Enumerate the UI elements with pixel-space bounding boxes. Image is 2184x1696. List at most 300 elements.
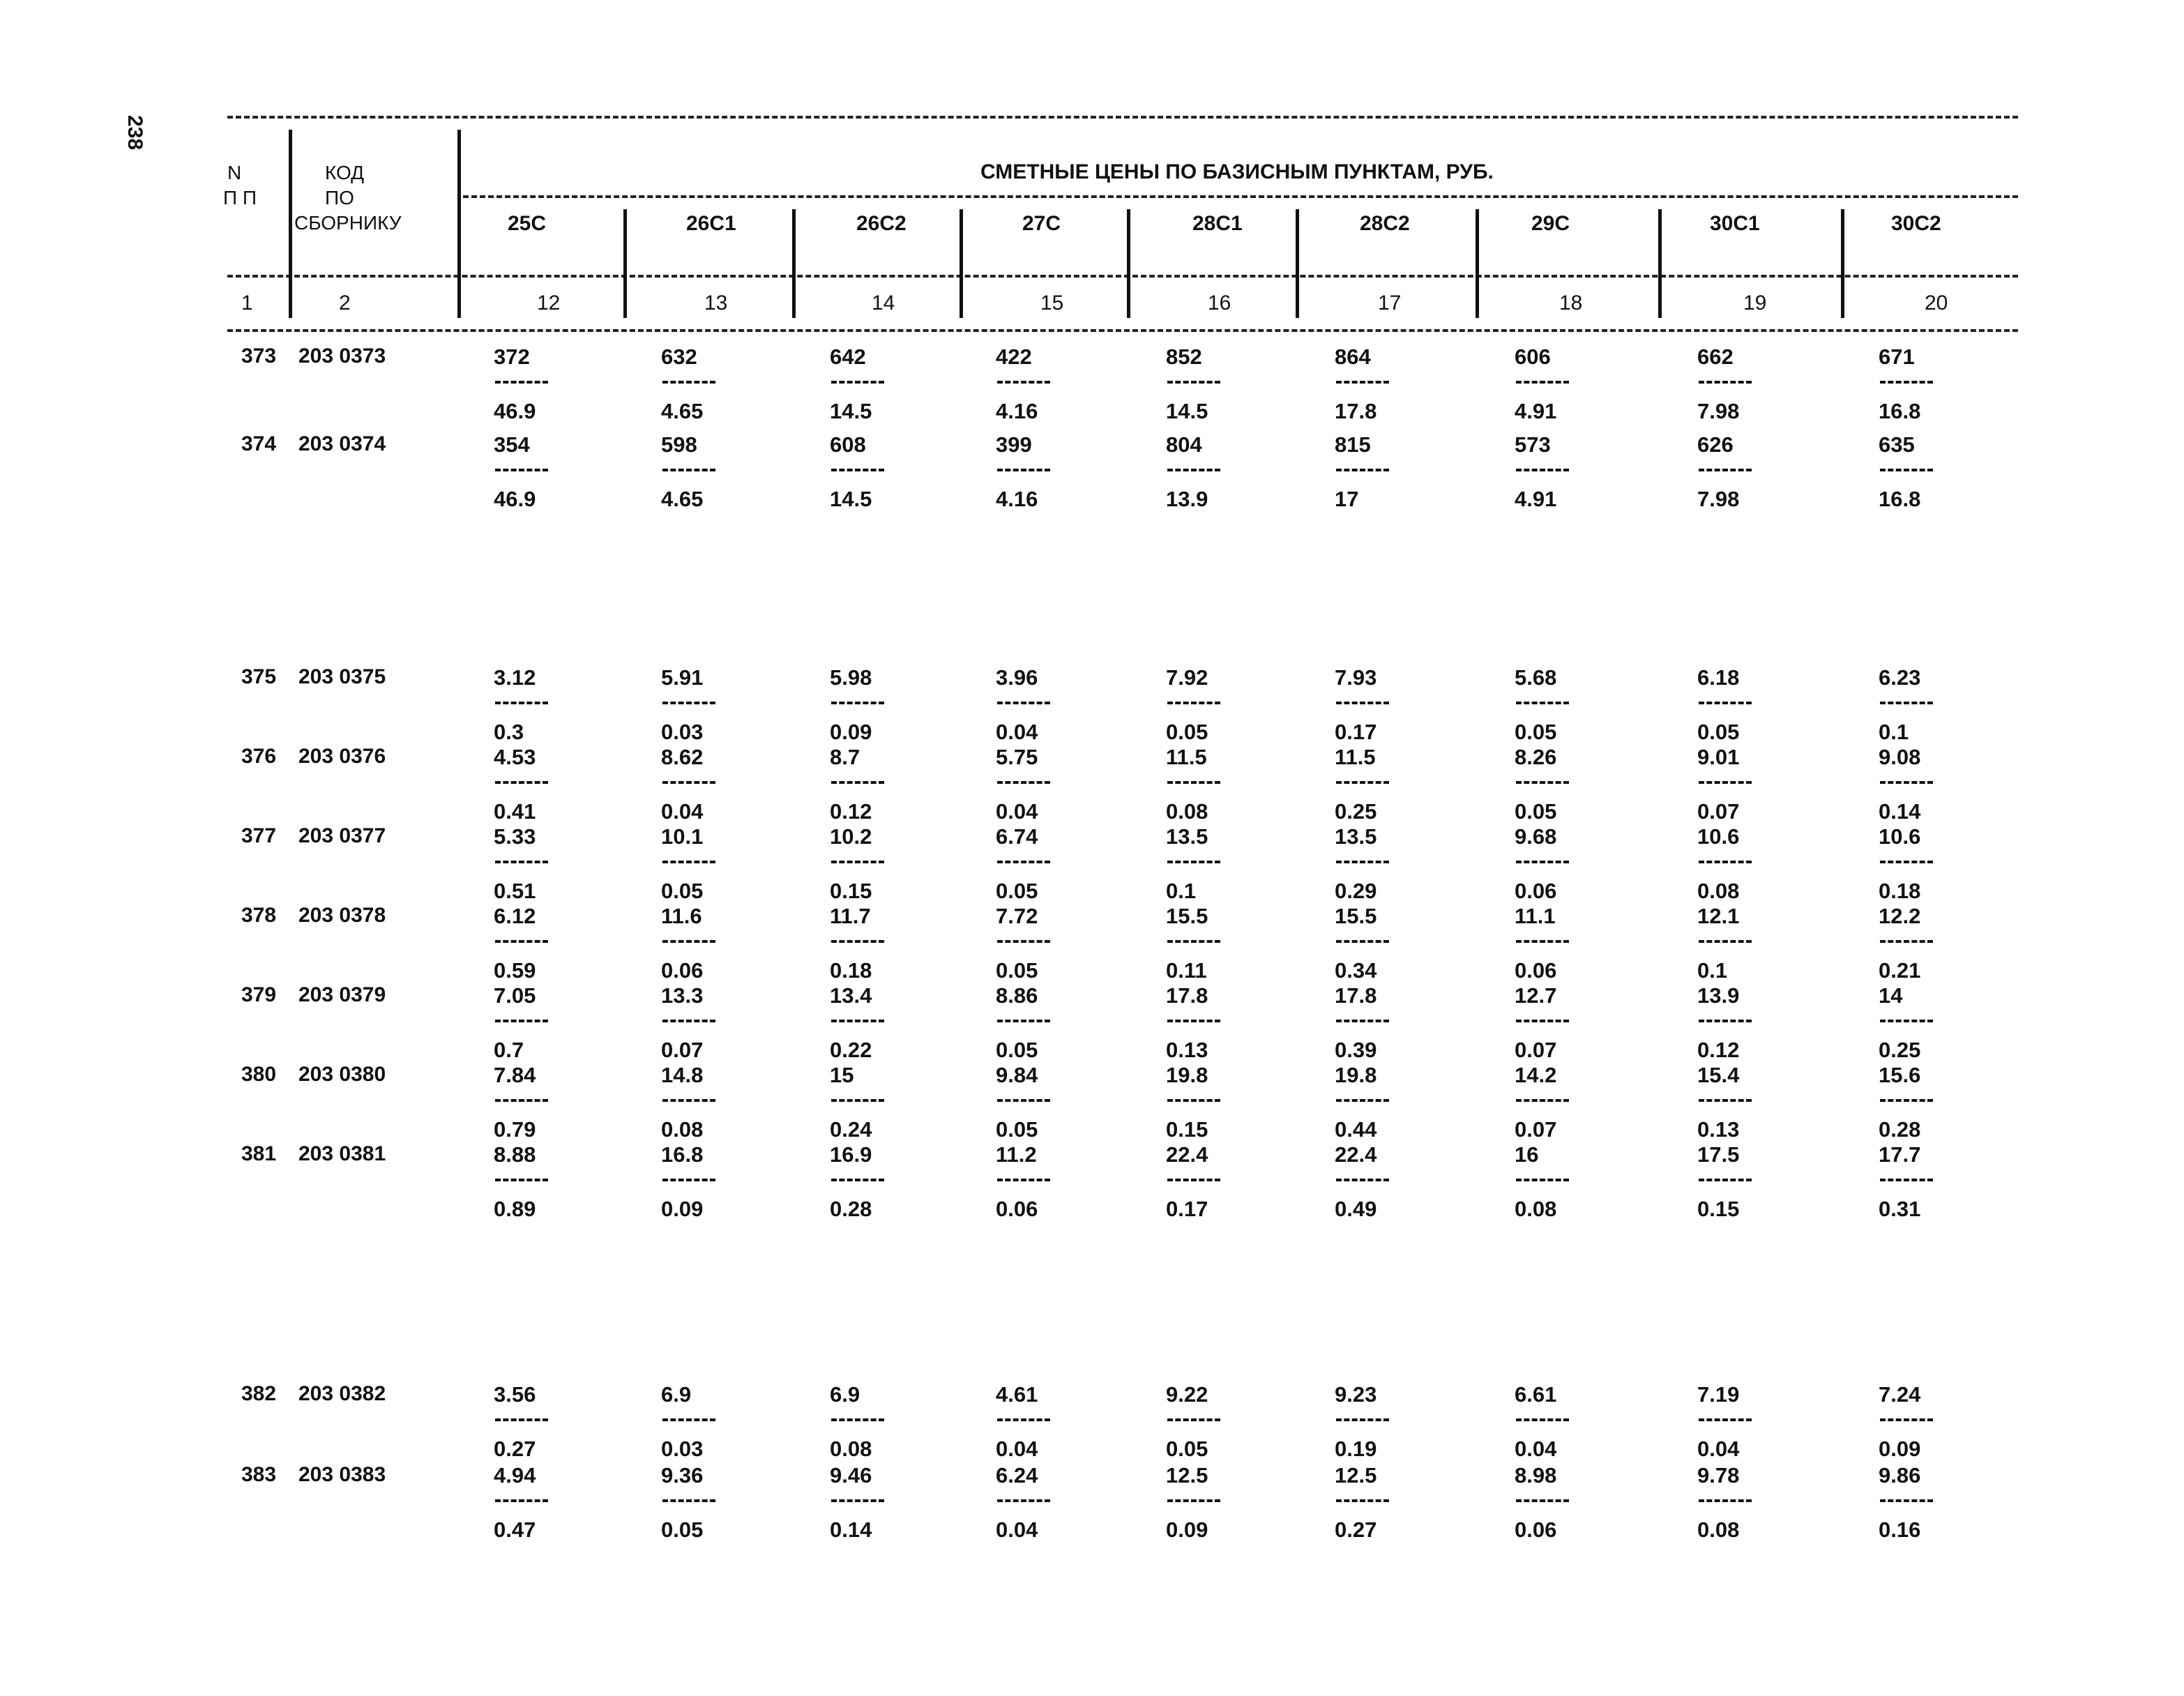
price-value: 573 xyxy=(1515,432,1551,457)
fraction-line xyxy=(1516,940,1569,943)
labor-value: 0.04 xyxy=(996,720,1038,744)
labor-value: 0.05 xyxy=(1697,720,1740,744)
fraction-line xyxy=(1880,469,1933,471)
row-code: 203 0375 xyxy=(298,665,386,688)
col-number: 19 xyxy=(1743,292,1767,315)
labor-value: 4.65 xyxy=(661,399,704,423)
price-value: 372 xyxy=(494,344,530,369)
fraction-line xyxy=(997,940,1050,943)
labor-value: 0.04 xyxy=(996,1437,1038,1461)
labor-value: 0.09 xyxy=(1166,1517,1208,1542)
fraction-line xyxy=(997,469,1050,471)
labor-value: 0.04 xyxy=(661,799,704,824)
price-value: 8.88 xyxy=(494,1142,536,1167)
fraction-line xyxy=(662,702,715,704)
header-separator xyxy=(1296,209,1299,318)
labor-value: 0.09 xyxy=(830,720,872,744)
fraction-line xyxy=(1699,702,1752,704)
row-code: 203 0378 xyxy=(298,904,386,927)
price-value: 6.18 xyxy=(1697,665,1740,690)
price-value: 13.4 xyxy=(830,983,872,1008)
col-header-29c: 29С xyxy=(1531,212,1570,235)
labor-value: 0.07 xyxy=(661,1038,704,1062)
price-value: 7.19 xyxy=(1697,1382,1740,1407)
labor-value: 0.31 xyxy=(1879,1197,1921,1221)
fraction-line xyxy=(831,861,884,863)
labor-value: 0.09 xyxy=(1879,1437,1921,1461)
price-value: 671 xyxy=(1879,344,1915,369)
labor-value: 0.13 xyxy=(1166,1038,1208,1062)
price-value: 804 xyxy=(1166,432,1202,457)
fraction-line xyxy=(997,1020,1050,1022)
col-number: 20 xyxy=(1925,292,1948,315)
col-number: 12 xyxy=(537,292,561,315)
row-number: 379 xyxy=(241,983,277,1006)
labor-value: 0.34 xyxy=(1335,958,1377,983)
group-header-rule xyxy=(463,195,2018,198)
col-header-28c2: 28С2 xyxy=(1360,212,1410,235)
fraction-line xyxy=(1880,702,1933,704)
price-value: 4.61 xyxy=(996,1382,1038,1407)
price-value: 635 xyxy=(1879,432,1915,457)
labor-value: 0.06 xyxy=(996,1197,1038,1221)
row-number: 373 xyxy=(241,344,277,368)
labor-value: 0.07 xyxy=(1515,1117,1557,1142)
price-value: 4.53 xyxy=(494,745,536,769)
fraction-line xyxy=(997,381,1050,384)
fraction-line xyxy=(831,1020,884,1022)
header-separator xyxy=(1658,209,1662,318)
row-code: 203 0374 xyxy=(298,432,386,455)
price-value: 852 xyxy=(1166,344,1202,369)
price-value: 864 xyxy=(1335,344,1371,369)
labor-value: 0.04 xyxy=(996,1517,1038,1542)
fraction-line xyxy=(831,1099,884,1102)
labor-value: 0.17 xyxy=(1166,1197,1208,1221)
labor-value: 0.12 xyxy=(830,799,872,824)
labor-value: 0.7 xyxy=(494,1038,524,1062)
table-top-rule xyxy=(227,116,2018,119)
fraction-line xyxy=(1880,381,1933,384)
labor-value: 0.89 xyxy=(494,1197,536,1221)
price-value: 8.26 xyxy=(1515,745,1557,769)
fraction-line xyxy=(662,1418,715,1421)
labor-value: 14.5 xyxy=(830,487,872,511)
labor-value: 0.07 xyxy=(1515,1038,1557,1062)
price-value: 598 xyxy=(661,432,697,457)
fraction-line xyxy=(1167,940,1220,943)
labor-value: 0.07 xyxy=(1697,799,1740,824)
price-value: 9.68 xyxy=(1515,824,1557,849)
fraction-line xyxy=(1167,861,1220,863)
fraction-line xyxy=(831,702,884,704)
fraction-line xyxy=(662,1179,715,1181)
fraction-line xyxy=(1336,1179,1389,1181)
labor-value: 14.5 xyxy=(1166,399,1208,423)
price-value: 642 xyxy=(830,344,866,369)
price-value: 14.2 xyxy=(1515,1063,1557,1087)
price-value: 7.72 xyxy=(996,904,1038,928)
labor-value: 0.04 xyxy=(996,799,1038,824)
labor-value: 0.27 xyxy=(494,1437,536,1461)
col-number: 14 xyxy=(872,292,895,315)
price-value: 12.1 xyxy=(1697,904,1740,928)
row-number: 375 xyxy=(241,665,277,688)
col-header-26c2: 26С2 xyxy=(856,212,907,235)
header-separator xyxy=(623,209,627,318)
fraction-line xyxy=(1880,1179,1933,1181)
price-value: 608 xyxy=(830,432,866,457)
col-number: 16 xyxy=(1208,292,1231,315)
row-number: 376 xyxy=(241,745,277,768)
col-code-line2: ПО xyxy=(325,187,354,209)
labor-value: 0.15 xyxy=(1697,1197,1740,1221)
price-value: 422 xyxy=(996,344,1032,369)
fraction-line xyxy=(1880,1020,1933,1022)
labor-value: 17 xyxy=(1335,487,1359,511)
fraction-line xyxy=(1880,861,1933,863)
row-code: 203 0382 xyxy=(298,1382,386,1405)
labor-value: 46.9 xyxy=(494,487,536,511)
labor-value: 0.29 xyxy=(1335,879,1377,903)
fraction-line xyxy=(1699,469,1752,471)
labor-value: 4.16 xyxy=(996,399,1038,423)
row-number: 381 xyxy=(241,1142,277,1165)
labor-value: 4.65 xyxy=(661,487,704,511)
labor-value: 0.22 xyxy=(830,1038,872,1062)
price-value: 15.6 xyxy=(1879,1063,1921,1087)
price-value: 15.5 xyxy=(1166,904,1208,928)
fraction-line xyxy=(1167,1499,1220,1502)
price-value: 11.7 xyxy=(830,904,871,928)
price-value: 7.24 xyxy=(1879,1382,1921,1407)
fraction-line xyxy=(662,1020,715,1022)
price-value: 6.23 xyxy=(1879,665,1921,690)
price-value: 17.8 xyxy=(1335,983,1377,1008)
fraction-line xyxy=(1699,1179,1752,1181)
row-number: 374 xyxy=(241,432,277,455)
labor-value: 0.51 xyxy=(494,879,536,903)
fraction-line xyxy=(997,861,1050,863)
col-n-line2: П П xyxy=(223,187,257,209)
price-value: 15 xyxy=(830,1063,854,1087)
price-value: 9.23 xyxy=(1335,1382,1377,1407)
labor-value: 0.13 xyxy=(1697,1117,1740,1142)
labor-value: 0.79 xyxy=(494,1117,536,1142)
price-value: 606 xyxy=(1515,344,1551,369)
fraction-line xyxy=(1516,1179,1569,1181)
price-value: 354 xyxy=(494,432,530,457)
fraction-line xyxy=(831,1499,884,1502)
fraction-line xyxy=(1336,1020,1389,1022)
column-header-rule xyxy=(227,275,2018,278)
header-separator xyxy=(792,209,796,318)
price-value: 7.05 xyxy=(494,983,536,1008)
col-code-line1: КОД xyxy=(325,162,365,183)
fraction-line xyxy=(1167,1099,1220,1102)
fraction-line xyxy=(1336,1499,1389,1502)
fraction-line xyxy=(1516,861,1569,863)
fraction-line xyxy=(831,1418,884,1421)
labor-value: 14.5 xyxy=(830,399,872,423)
fraction-line xyxy=(1699,940,1752,943)
col-header-26c1: 26С1 xyxy=(686,212,736,235)
fraction-line xyxy=(1699,1020,1752,1022)
price-value: 11.2 xyxy=(996,1142,1037,1167)
fraction-line xyxy=(662,381,715,384)
header-separator xyxy=(1476,209,1479,318)
labor-value: 0.04 xyxy=(1515,1437,1557,1461)
fraction-line xyxy=(997,1499,1050,1502)
labor-value: 0.18 xyxy=(830,958,872,983)
fraction-line xyxy=(1167,1179,1220,1181)
price-value: 9.08 xyxy=(1879,745,1921,769)
fraction-line xyxy=(495,702,548,704)
col-number: 18 xyxy=(1559,292,1583,315)
labor-value: 16.8 xyxy=(1879,399,1921,423)
price-value: 19.8 xyxy=(1335,1063,1377,1087)
fraction-line xyxy=(495,381,548,384)
fraction-line xyxy=(1336,469,1389,471)
price-value: 12.2 xyxy=(1879,904,1921,928)
price-value: 8.98 xyxy=(1515,1463,1557,1487)
fraction-line xyxy=(662,1499,715,1502)
labor-value: 0.25 xyxy=(1335,799,1377,824)
labor-value: 0.03 xyxy=(661,720,704,744)
labor-value: 17.8 xyxy=(1335,399,1377,423)
labor-value: 0.1 xyxy=(1879,720,1909,744)
header-separator xyxy=(1127,209,1130,318)
fraction-line xyxy=(1880,781,1933,784)
labor-value: 0.06 xyxy=(1515,1517,1557,1542)
fraction-line xyxy=(1516,381,1569,384)
labor-value: 13.9 xyxy=(1166,487,1208,511)
row-number: 382 xyxy=(241,1382,277,1405)
price-value: 3.56 xyxy=(494,1382,536,1407)
labor-value: 0.05 xyxy=(996,1038,1038,1062)
labor-value: 0.24 xyxy=(830,1117,872,1142)
labor-value: 0.41 xyxy=(494,799,536,824)
price-value: 13.3 xyxy=(661,983,704,1008)
labor-value: 0.14 xyxy=(830,1517,872,1542)
labor-value: 0.05 xyxy=(1515,720,1557,744)
row-code: 203 0381 xyxy=(298,1142,386,1165)
labor-value: 7.98 xyxy=(1697,487,1740,511)
row-code: 203 0376 xyxy=(298,745,386,768)
fraction-line xyxy=(1699,1099,1752,1102)
row-code: 203 0380 xyxy=(298,1063,386,1086)
header-separator xyxy=(289,130,292,318)
labor-value: 0.08 xyxy=(1697,1517,1740,1542)
price-value: 16.9 xyxy=(830,1142,872,1167)
fraction-line xyxy=(1167,469,1220,471)
fraction-line xyxy=(831,940,884,943)
fraction-line xyxy=(495,1418,548,1421)
price-value: 9.86 xyxy=(1879,1463,1921,1487)
price-value: 6.24 xyxy=(996,1463,1038,1487)
price-value: 4.94 xyxy=(494,1463,536,1487)
price-value: 10.6 xyxy=(1879,824,1921,849)
labor-value: 4.16 xyxy=(996,487,1038,511)
col-header-25c: 25С xyxy=(508,212,547,235)
fraction-line xyxy=(997,1418,1050,1421)
labor-value: 0.1 xyxy=(1166,879,1197,903)
labor-value: 0.18 xyxy=(1879,879,1921,903)
fraction-line xyxy=(997,702,1050,704)
fraction-line xyxy=(1880,1099,1933,1102)
fraction-line xyxy=(495,1099,548,1102)
price-value: 12.5 xyxy=(1166,1463,1208,1487)
price-value: 5.33 xyxy=(494,824,536,849)
price-value: 5.91 xyxy=(661,665,704,690)
col-number: 2 xyxy=(339,292,351,315)
price-value: 3.96 xyxy=(996,665,1038,690)
price-value: 8.7 xyxy=(830,745,860,769)
fraction-line xyxy=(1336,702,1389,704)
labor-value: 0.05 xyxy=(1166,1437,1208,1461)
fraction-line xyxy=(1167,1020,1220,1022)
row-number: 383 xyxy=(241,1463,277,1486)
price-value: 7.92 xyxy=(1166,665,1208,690)
price-value: 6.74 xyxy=(996,824,1038,849)
fraction-line xyxy=(662,781,715,784)
price-value: 9.84 xyxy=(996,1063,1038,1087)
price-value: 13.5 xyxy=(1166,824,1208,849)
fraction-line xyxy=(1167,1418,1220,1421)
row-number: 377 xyxy=(241,824,277,847)
price-value: 22.4 xyxy=(1335,1142,1377,1167)
price-value: 6.9 xyxy=(830,1382,860,1407)
price-value: 11.1 xyxy=(1515,904,1556,928)
fraction-line xyxy=(1880,1499,1933,1502)
labor-value: 16.8 xyxy=(1879,487,1921,511)
price-value: 7.84 xyxy=(494,1063,536,1087)
price-value: 632 xyxy=(661,344,697,369)
fraction-line xyxy=(1167,381,1220,384)
price-value: 626 xyxy=(1697,432,1734,457)
labor-value: 0.05 xyxy=(996,879,1038,903)
fraction-line xyxy=(1516,1499,1569,1502)
fraction-line xyxy=(495,1499,548,1502)
fraction-line xyxy=(1336,861,1389,863)
labor-value: 0.12 xyxy=(1697,1038,1740,1062)
price-value: 10.2 xyxy=(830,824,872,849)
fraction-line xyxy=(495,1020,548,1022)
price-value: 8.86 xyxy=(996,983,1038,1008)
price-value: 5.68 xyxy=(1515,665,1557,690)
fraction-line xyxy=(662,469,715,471)
page-number: 238 xyxy=(123,115,146,151)
col-number: 15 xyxy=(1040,292,1064,315)
fraction-line xyxy=(1167,702,1220,704)
labor-value: 0.05 xyxy=(1515,799,1557,824)
price-value: 15.4 xyxy=(1697,1063,1740,1087)
fraction-line xyxy=(1880,940,1933,943)
labor-value: 0.47 xyxy=(494,1517,536,1542)
price-value: 12.7 xyxy=(1515,983,1557,1008)
labor-value: 0.59 xyxy=(494,958,536,983)
price-value: 14.8 xyxy=(661,1063,704,1087)
price-value: 16 xyxy=(1515,1142,1539,1167)
fraction-line xyxy=(1516,469,1569,471)
price-value: 15.5 xyxy=(1335,904,1377,928)
price-value: 7.93 xyxy=(1335,665,1377,690)
price-value: 9.78 xyxy=(1697,1463,1740,1487)
labor-value: 0.08 xyxy=(1166,799,1208,824)
fraction-line xyxy=(1336,1099,1389,1102)
row-number: 380 xyxy=(241,1063,277,1086)
price-value: 13.9 xyxy=(1697,983,1740,1008)
labor-value: 0.21 xyxy=(1879,958,1921,983)
fraction-line xyxy=(1880,1418,1933,1421)
fraction-line xyxy=(831,1179,884,1181)
labor-value: 0.44 xyxy=(1335,1117,1377,1142)
group-title: СМЕТНЫЕ ЦЕНЫ ПО БАЗИСНЫМ ПУНКТАМ, РУБ. xyxy=(980,160,1494,183)
fraction-line xyxy=(1516,781,1569,784)
price-value: 11.5 xyxy=(1335,745,1376,769)
price-value: 6.12 xyxy=(494,904,536,928)
price-value: 19.8 xyxy=(1166,1063,1208,1087)
fraction-line xyxy=(1699,1499,1752,1502)
labor-value: 0.08 xyxy=(661,1117,704,1142)
col-header-30c2: 30С2 xyxy=(1891,212,1941,235)
header-separator xyxy=(960,209,963,318)
fraction-line xyxy=(662,1099,715,1102)
fraction-line xyxy=(495,940,548,943)
labor-value: 0.05 xyxy=(661,879,704,903)
labor-value: 0.19 xyxy=(1335,1437,1377,1461)
labor-value: 0.06 xyxy=(1515,879,1557,903)
labor-value: 0.08 xyxy=(1515,1197,1557,1221)
fraction-line xyxy=(997,1179,1050,1181)
labor-value: 0.28 xyxy=(830,1197,872,1221)
price-value: 6.9 xyxy=(661,1382,692,1407)
price-value: 6.61 xyxy=(1515,1382,1557,1407)
fraction-line xyxy=(495,1179,548,1181)
price-value: 815 xyxy=(1335,432,1371,457)
header-separator xyxy=(457,130,461,318)
fraction-line xyxy=(1699,861,1752,863)
header-separator xyxy=(1841,209,1844,318)
fraction-line xyxy=(1699,1418,1752,1421)
fraction-line xyxy=(495,469,548,471)
fraction-line xyxy=(1336,781,1389,784)
price-value: 662 xyxy=(1697,344,1734,369)
labor-value: 0.04 xyxy=(1697,1437,1740,1461)
labor-value: 0.05 xyxy=(996,1117,1038,1142)
price-value: 13.5 xyxy=(1335,824,1377,849)
price-value: 12.5 xyxy=(1335,1463,1377,1487)
labor-value: 46.9 xyxy=(494,399,536,423)
price-value: 9.22 xyxy=(1166,1382,1208,1407)
fraction-line xyxy=(495,861,548,863)
fraction-line xyxy=(662,861,715,863)
fraction-line xyxy=(1699,781,1752,784)
col-header-30c1: 30С1 xyxy=(1710,212,1760,235)
labor-value: 0.09 xyxy=(661,1197,704,1221)
price-value: 3.12 xyxy=(494,665,536,690)
labor-value: 0.16 xyxy=(1879,1517,1921,1542)
labor-value: 0.17 xyxy=(1335,720,1377,744)
fraction-line xyxy=(1516,1020,1569,1022)
fraction-line xyxy=(1336,381,1389,384)
price-value: 9.46 xyxy=(830,1463,872,1487)
price-value: 10.1 xyxy=(661,824,704,849)
fraction-line xyxy=(1516,702,1569,704)
labor-value: 0.08 xyxy=(830,1437,872,1461)
row-number: 378 xyxy=(241,904,277,927)
price-value: 17.8 xyxy=(1166,983,1208,1008)
